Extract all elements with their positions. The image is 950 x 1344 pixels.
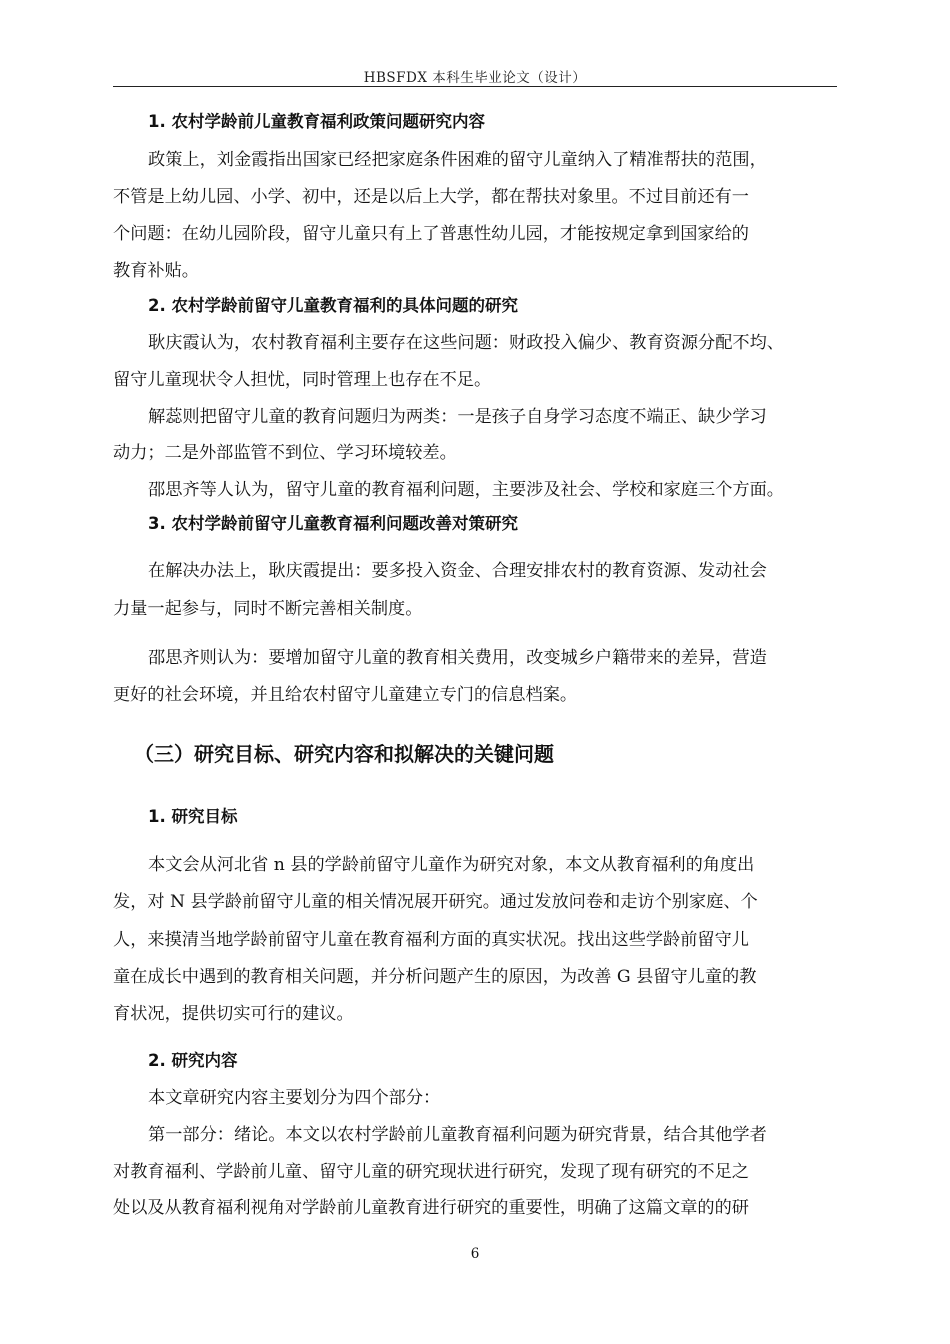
text-line: 邵思齐则认为：要增加留守儿童的教育相关费用，改变城乡户籍带来的差异，营造: [148, 648, 767, 668]
subheading-5: 2. 研究内容: [148, 1051, 238, 1070]
text-line: 更好的社会环境，并且给农村留守儿童建立专门的信息档案。: [113, 685, 578, 705]
page-number: 6: [470, 1246, 480, 1262]
header-title: HBSFDX 本科生毕业论文（设计）: [363, 70, 587, 86]
subheading-1: 1. 农村学龄前儿童教育福利政策问题研究内容: [148, 112, 485, 131]
subheading-4: 1. 研究目标: [148, 807, 238, 826]
subheading-2: 2. 农村学龄前留守儿童教育福利的具体问题的研究: [148, 296, 518, 315]
text-line: 在解决办法上，耿庆霞提出：要多投入资金、合理安排农村的教育资源、发动社会: [148, 561, 767, 581]
text-line: 对教育福利、学龄前儿童、留守儿童的研究现状进行研究，发现了现有研究的不足之: [113, 1162, 749, 1182]
text-line: 本文章研究内容主要划分为四个部分：: [148, 1088, 441, 1108]
text-line: 邵思齐等人认为，留守儿童的教育福利问题，主要涉及社会、学校和家庭三个方面。: [148, 480, 784, 500]
subheading-3: 3. 农村学龄前留守儿童教育福利问题改善对策研究: [148, 514, 518, 533]
section-heading: （三）研究目标、研究内容和拟解决的关键问题: [134, 742, 554, 766]
text-line: 第一部分：绪论。本文以农村学龄前儿童教育福利问题为研究背景，结合其他学者: [148, 1125, 767, 1145]
text-line: 教育补贴。: [113, 261, 199, 281]
text-line: 本文会从河北省 n 县的学龄前留守儿童作为研究对象，本文从教育福利的角度出: [148, 855, 755, 875]
header-rule: [113, 86, 837, 87]
text-line: 个问题：在幼儿园阶段，留守儿童只有上了普惠性幼儿园，才能按规定拿到国家给的: [113, 224, 749, 244]
text-line: 政策上，刘金霞指出国家已经把家庭条件困难的留守儿童纳入了精准帮扶的范围，: [148, 150, 767, 170]
text-line: 不管是上幼儿园、小学、初中，还是以后上大学，都在帮扶对象里。不过目前还有一: [113, 187, 749, 207]
text-line: 耿庆霞认为，农村教育福利主要存在这些问题：财政投入偏少、教育资源分配不均、: [148, 333, 784, 353]
text-line: 人，来摸清当地学龄前留守儿童在教育福利方面的真实状况。找出这些学龄前留守儿: [113, 930, 749, 950]
text-line: 发，对 N 县学龄前留守儿童的相关情况展开研究。通过发放问卷和走访个别家庭、个: [113, 892, 758, 912]
text-line: 解蕊则把留守儿童的教育问题归为两类：一是孩子自身学习态度不端正、缺少学习: [148, 407, 767, 427]
text-line: 留守儿童现状令人担忧，同时管理上也存在不足。: [113, 370, 492, 390]
text-line: 童在成长中遇到的教育相关问题，并分析问题产生的原因，为改善 G 县留守儿童的教: [113, 967, 757, 987]
text-line: 动力；二是外部监管不到位、学习环境较差。: [113, 443, 457, 463]
text-line: 处以及从教育福利视角对学龄前儿童教育进行研究的重要性，明确了这篇文章的的研: [113, 1198, 749, 1218]
text-line: 育状况，提供切实可行的建议。: [113, 1004, 354, 1024]
text-line: 力量一起参与，同时不断完善相关制度。: [113, 599, 423, 619]
